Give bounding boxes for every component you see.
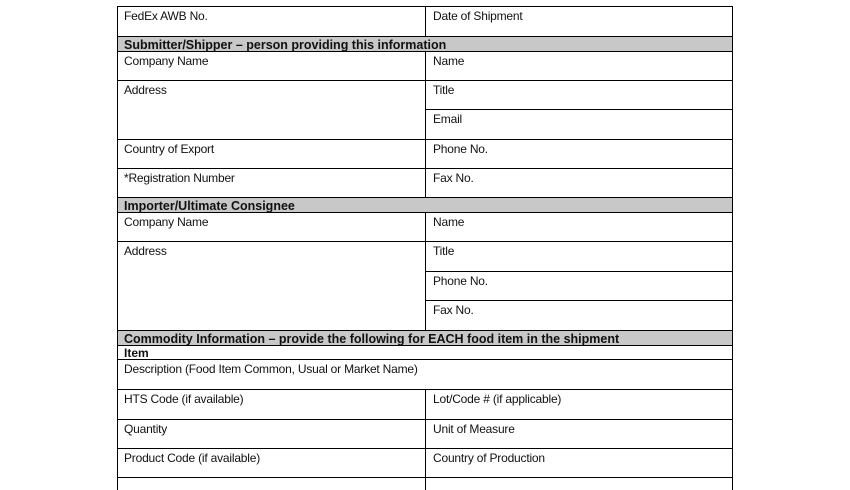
product-code-field[interactable] (118, 449, 426, 477)
shipper-phone-label: Phone No. (433, 142, 488, 156)
shipper-section-heading: Submitter/Shipper – person providing this information (117, 37, 733, 52)
commodity-section-heading: Commodity Information – provide the following for EACH food item in the shipment (117, 331, 733, 346)
next-row-right-field[interactable] (426, 478, 732, 490)
product-code-label: Product Code (if available) (124, 451, 261, 465)
country-of-export-label: Country of Export (124, 142, 214, 156)
shipper-title-label: Title (433, 83, 455, 97)
importer-phone-label: Phone No. (433, 274, 488, 288)
importer-address-block (117, 242, 733, 331)
shipper-email-label: Email (433, 112, 463, 126)
lot-code-field[interactable] (426, 390, 732, 419)
shipper-company-label: Company Name (124, 54, 209, 68)
quantity-field[interactable] (118, 420, 426, 448)
importer-company-row (117, 213, 733, 242)
description-label: Description (Food Item Common, Usual or Market Name) (124, 362, 418, 376)
importer-name-label: Name (433, 215, 465, 229)
shipper-fax-label: Fax No. (433, 171, 474, 185)
shipment-form (117, 6, 733, 490)
hts-row (117, 390, 733, 420)
country-of-production-field[interactable] (426, 449, 732, 477)
quantity-row (117, 420, 733, 449)
importer-fax-label: Fax No. (433, 303, 474, 317)
shipper-phone-field[interactable] (426, 140, 732, 168)
shipper-company-field[interactable] (118, 52, 426, 80)
unit-of-measure-field[interactable] (426, 420, 732, 448)
importer-title-field[interactable] (426, 242, 732, 272)
country-of-export-field[interactable] (118, 140, 426, 168)
shipper-name-field[interactable] (426, 52, 732, 80)
next-row-partial (117, 478, 733, 490)
hts-code-label: HTS Code (if available) (124, 392, 244, 406)
unit-of-measure-label: Unit of Measure (433, 422, 515, 436)
shipper-company-row (117, 52, 733, 81)
shipper-title-field[interactable] (426, 81, 732, 110)
importer-company-label: Company Name (124, 215, 209, 229)
shipper-name-label: Name (433, 54, 465, 68)
importer-name-field[interactable] (426, 213, 732, 241)
next-row-left-field[interactable] (118, 478, 426, 490)
shipper-country-row (117, 140, 733, 169)
shipper-address-field[interactable] (118, 81, 426, 139)
fedex-awb-label: FedEx AWB No. (124, 9, 208, 23)
awb-row (117, 6, 733, 37)
shipper-email-field[interactable] (426, 110, 732, 139)
importer-section-heading: Importer/Ultimate Consignee (117, 198, 733, 213)
date-of-shipment-field[interactable] (426, 7, 732, 36)
description-field[interactable] (118, 360, 732, 389)
hts-code-field[interactable] (118, 390, 426, 419)
importer-phone-field[interactable] (426, 272, 732, 301)
description-row (117, 360, 733, 390)
shipper-address-block (117, 81, 733, 140)
importer-fax-field[interactable] (426, 301, 732, 330)
registration-number-field[interactable] (118, 169, 426, 197)
importer-title-label: Title (433, 244, 455, 258)
shipper-registration-row (117, 169, 733, 198)
item-heading: Item (117, 346, 733, 360)
country-of-production-label: Country of Production (433, 451, 545, 465)
registration-number-label: *Registration Number (124, 171, 235, 185)
shipper-fax-field[interactable] (426, 169, 732, 197)
date-of-shipment-label: Date of Shipment (433, 9, 523, 23)
fedex-awb-field[interactable] (118, 7, 426, 36)
importer-address-field[interactable] (118, 242, 426, 330)
importer-address-label: Address (124, 244, 167, 258)
shipper-address-label: Address (124, 83, 167, 97)
importer-company-field[interactable] (118, 213, 426, 241)
lot-code-label: Lot/Code # (if applicable) (433, 392, 562, 406)
product-code-row (117, 449, 733, 478)
quantity-label: Quantity (124, 422, 168, 436)
